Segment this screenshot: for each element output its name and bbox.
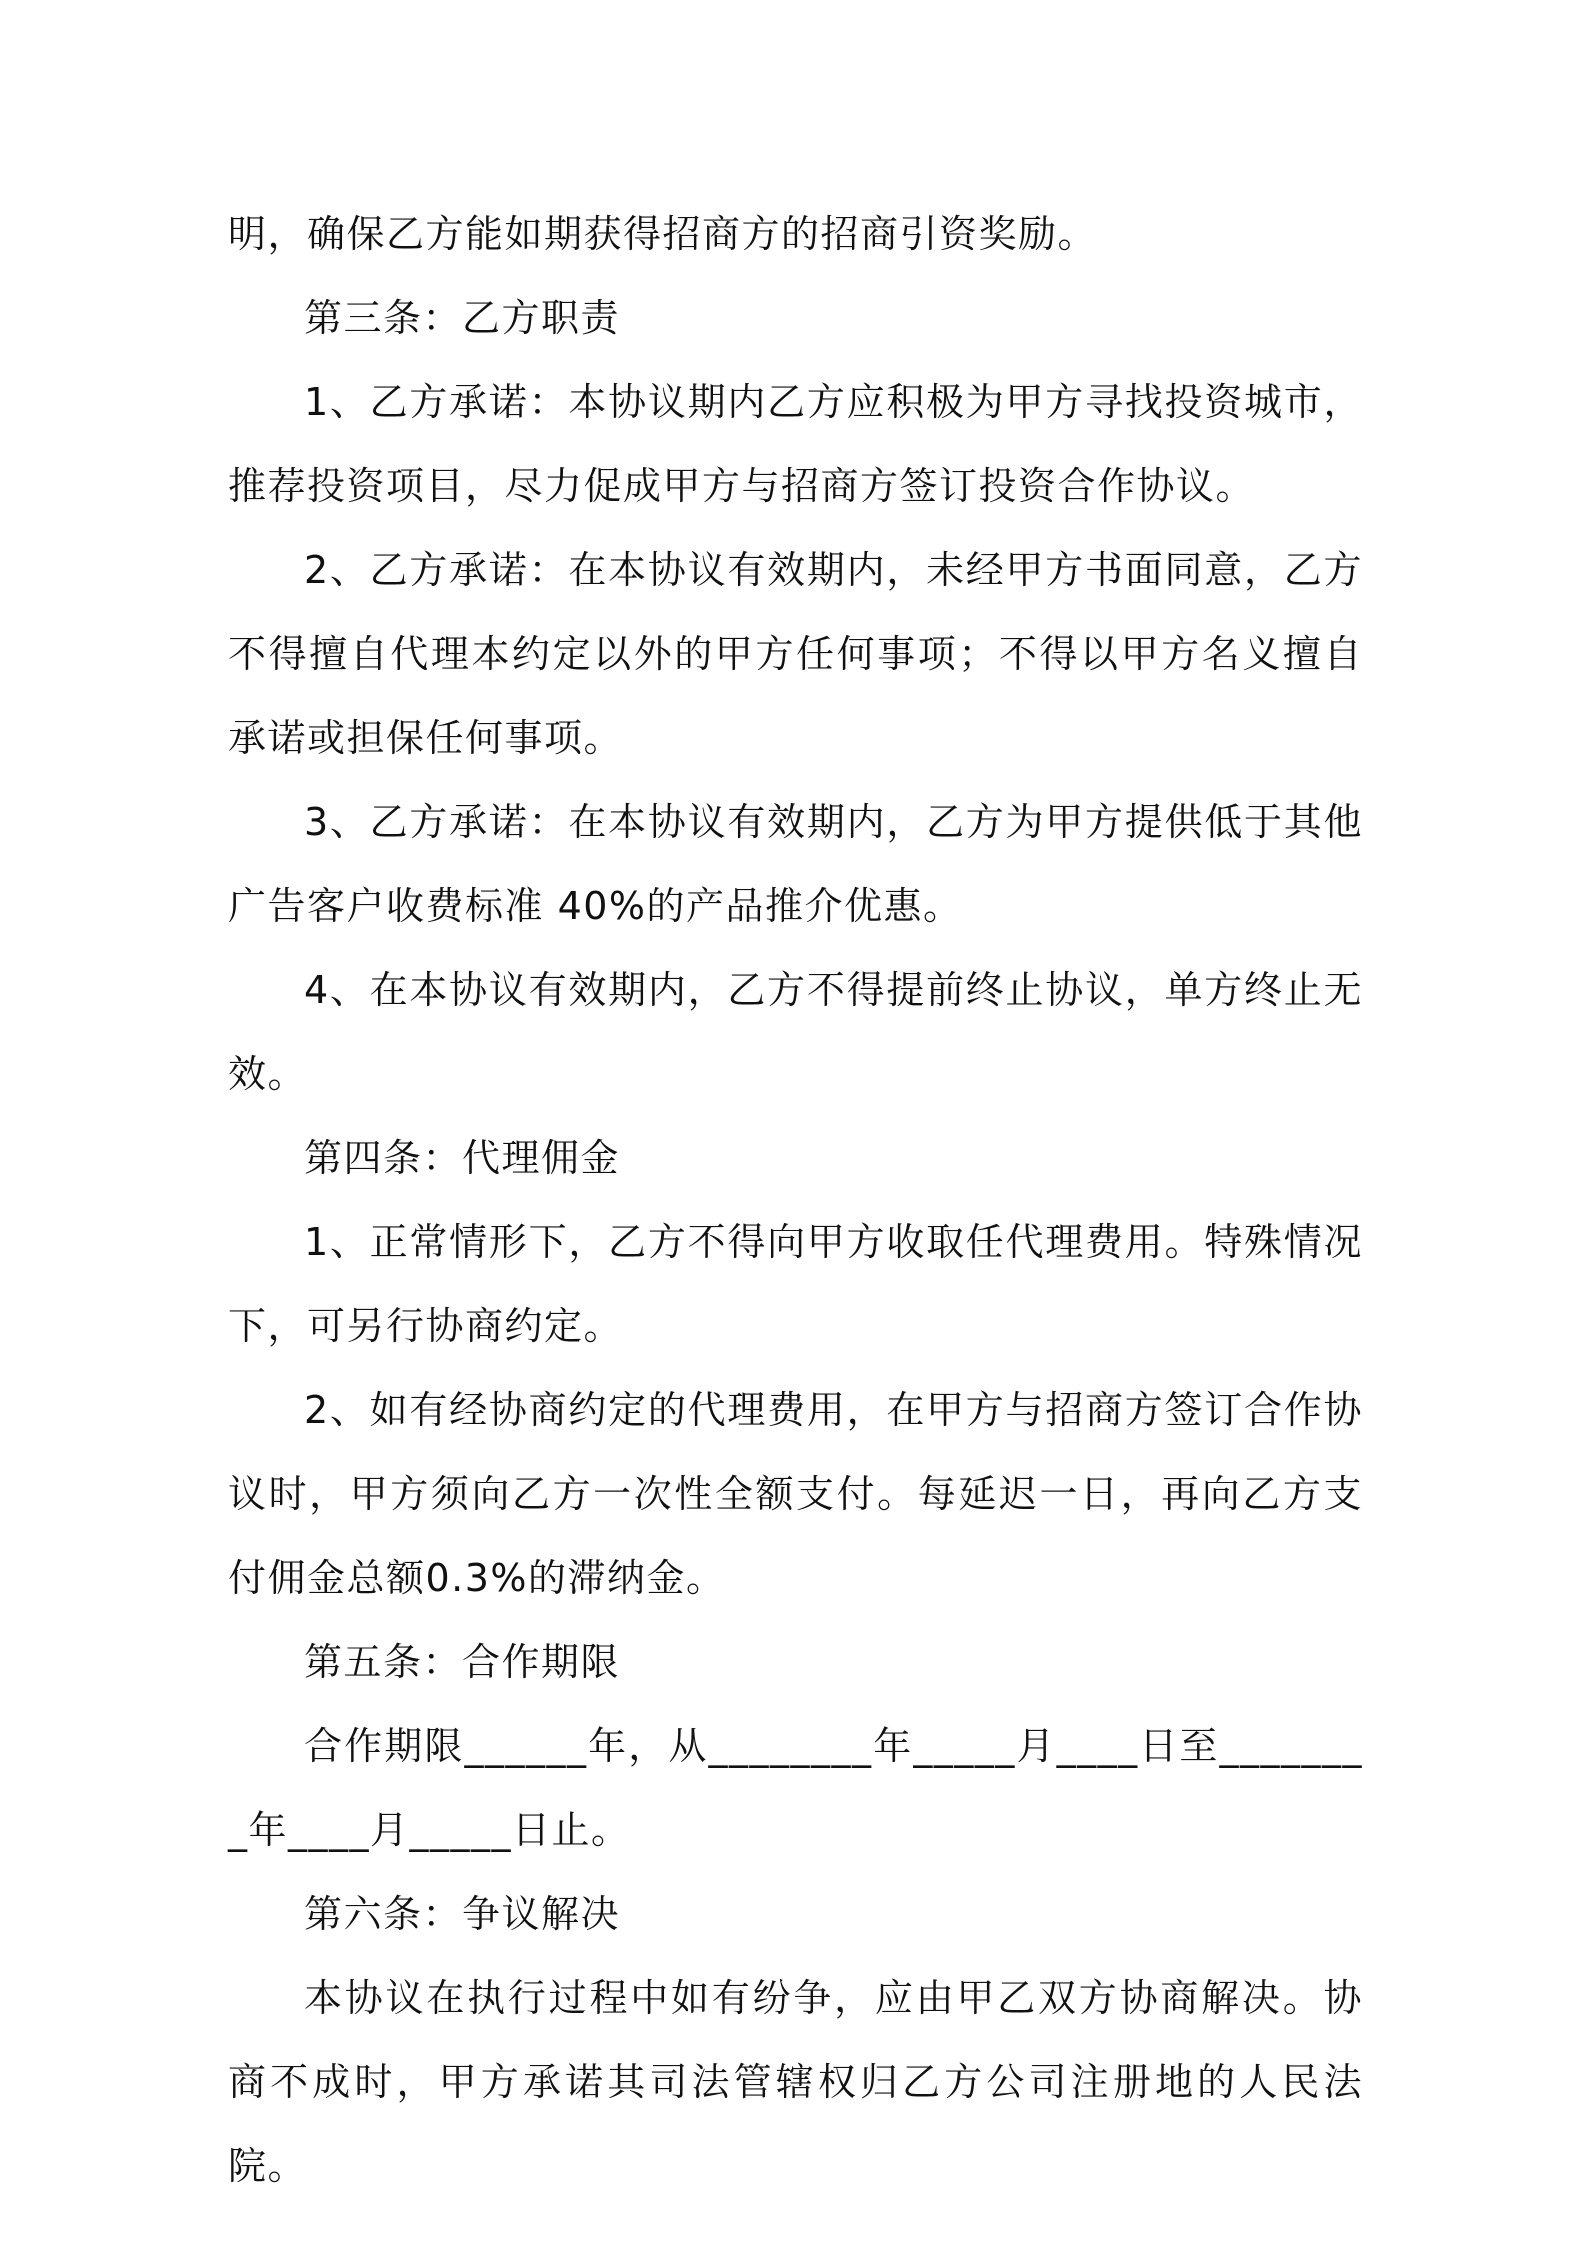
paragraph-article-6-dispute: 本协议在执行过程中如有纷争，应由甲乙双方协商解决。协商不成时，甲方承诺其司法管辖权归乙方公司注册地的人民法院。 (228, 1976, 1363, 2188)
section-heading-article-6: 第六条：争议解决 (304, 1892, 621, 1936)
section-heading-article-3: 第三条：乙方职责 (304, 296, 621, 340)
paragraph-article-4-item-1: 1、正常情形下，乙方不得向甲方收取任代理费用。特殊情况下，可另行协商约定。 (228, 1220, 1363, 1348)
paragraph-article-5-term: 合作期限______年，从________年_____月____日至________年____月_____日止。 (228, 1724, 1363, 1852)
paragraph-article-4-item-2: 2、如有经协商约定的代理费用，在甲方与招商方签订合作协议时，甲方须向乙方一次性全额支付。每延迟一日，再向乙方支付佣金总额0.3%的滞纳金。 (228, 1388, 1363, 1600)
paragraph-article-3-item-1: 1、乙方承诺：本协议期内乙方应积极为甲方寻找投资城市，推荐投资项目，尽力促成甲方与招商方签订投资合作协议。 (228, 380, 1363, 508)
paragraph-article-3-item-2: 2、乙方承诺：在本协议有效期内，未经甲方书面同意，乙方不得擅自代理本约定以外的甲方任何事项；不得以甲方名义擅自承诺或担保任何事项。 (228, 548, 1363, 760)
section-heading-article-5: 第五条：合作期限 (304, 1640, 621, 1684)
paragraph-continuation: 明，确保乙方能如期获得招商方的招商引资奖励。 (228, 212, 1098, 256)
paragraph-article-3-item-4: 4、在本协议有效期内，乙方不得提前终止协议，单方终止无效。 (228, 968, 1363, 1096)
document-body (228, 192, 1363, 2208)
section-heading-article-4: 第四条：代理佣金 (304, 1136, 621, 1180)
paragraph-article-3-item-3: 3、乙方承诺：在本协议有效期内，乙方为甲方提供低于其他广告客户收费标准 40%的产品推介优惠。 (228, 800, 1363, 928)
